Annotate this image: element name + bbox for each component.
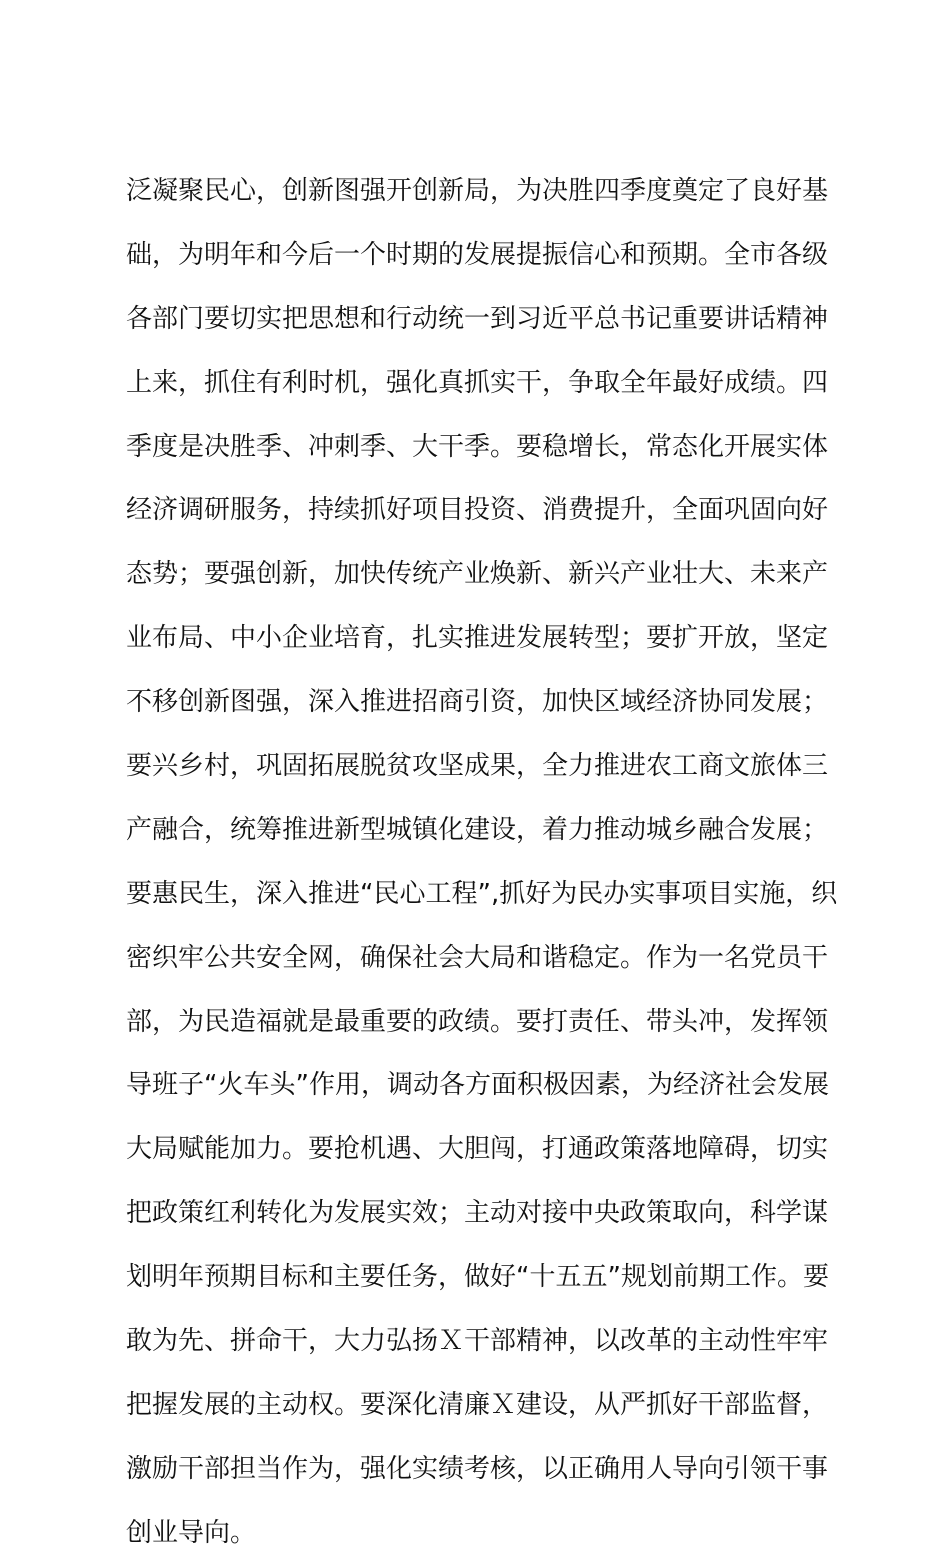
paragraph-line: 把政策红利转化为发展实效；主动对接中央政策取向，科学谋 bbox=[126, 1198, 829, 1229]
paragraph-line: 各部门要切实把思想和行动统一到习近平总书记重要讲话精神 bbox=[126, 303, 829, 334]
paragraph-line: 大局赋能加力。要抢机遇、大胆闯，打通政策落地障碍，切实 bbox=[126, 1134, 829, 1165]
paragraph-line: 季度是决胜季、冲刺季、大干季。要稳增长，常态化开展实体 bbox=[126, 431, 829, 462]
paragraph-line: 密织牢公共安全网，确保社会大局和谐稳定。作为一名党员干 bbox=[126, 942, 829, 973]
paragraph-line: 要兴乡村，巩固拓展脱贫攻坚成果，全力推进农工商文旅体三 bbox=[126, 751, 829, 782]
paragraph-line: 划明年预期目标和主要任务，做好“十五五”规划前期工作。要 bbox=[126, 1262, 829, 1293]
paragraph-line: 敢为先、拼命干，大力弘扬Ｘ干部精神，以改革的主动性牢牢 bbox=[126, 1326, 829, 1357]
paragraph-line: 不移创新图强，深入推进招商引资，加快区域经济协同发展； bbox=[126, 687, 829, 718]
paragraph-line: 产融合，统筹推进新型城镇化建设，着力推动城乡融合发展； bbox=[126, 814, 829, 845]
paragraph-line: 泛凝聚民心，创新图强开创新局，为决胜四季度奠定了良好基 bbox=[126, 176, 829, 206]
paragraph-line: 创业导向。 bbox=[126, 1517, 257, 1548]
paragraph-line: 上来，抓住有利时机，强化真抓实干，争取全年最好成绩。四 bbox=[126, 367, 829, 398]
body-paragraph bbox=[126, 160, 838, 1566]
paragraph-line: 态势；要强创新，加快传统产业焕新、新兴产业壮大、未来产 bbox=[126, 559, 829, 590]
paragraph-line: 经济调研服务，持续抓好项目投资、消费提升，全面巩固向好 bbox=[126, 495, 829, 526]
paragraph-line: 业布局、中小企业培育，扎实推进发展转型；要扩开放，坚定 bbox=[126, 623, 829, 654]
paragraph-line: 激励干部担当作为，强化实绩考核，以正确用人导向引领干事 bbox=[126, 1453, 829, 1484]
paragraph-line: 础，为明年和今后一个时期的发展提振信心和预期。全市各级 bbox=[126, 239, 829, 270]
paragraph-line: 导班子“火车头”作用，调动各方面积极因素，为经济社会发展 bbox=[126, 1070, 829, 1101]
paragraph-line: 部，为民造福就是最重要的政绩。要打责任、带头冲，发挥领 bbox=[126, 1006, 829, 1037]
paragraph-line: 要惠民生，深入推进“民心工程”,抓好为民办实事项目实施，织 bbox=[126, 878, 838, 909]
paragraph-line: 把握发展的主动权。要深化清廉Ｘ建设，从严抓好干部监督， bbox=[126, 1389, 829, 1420]
